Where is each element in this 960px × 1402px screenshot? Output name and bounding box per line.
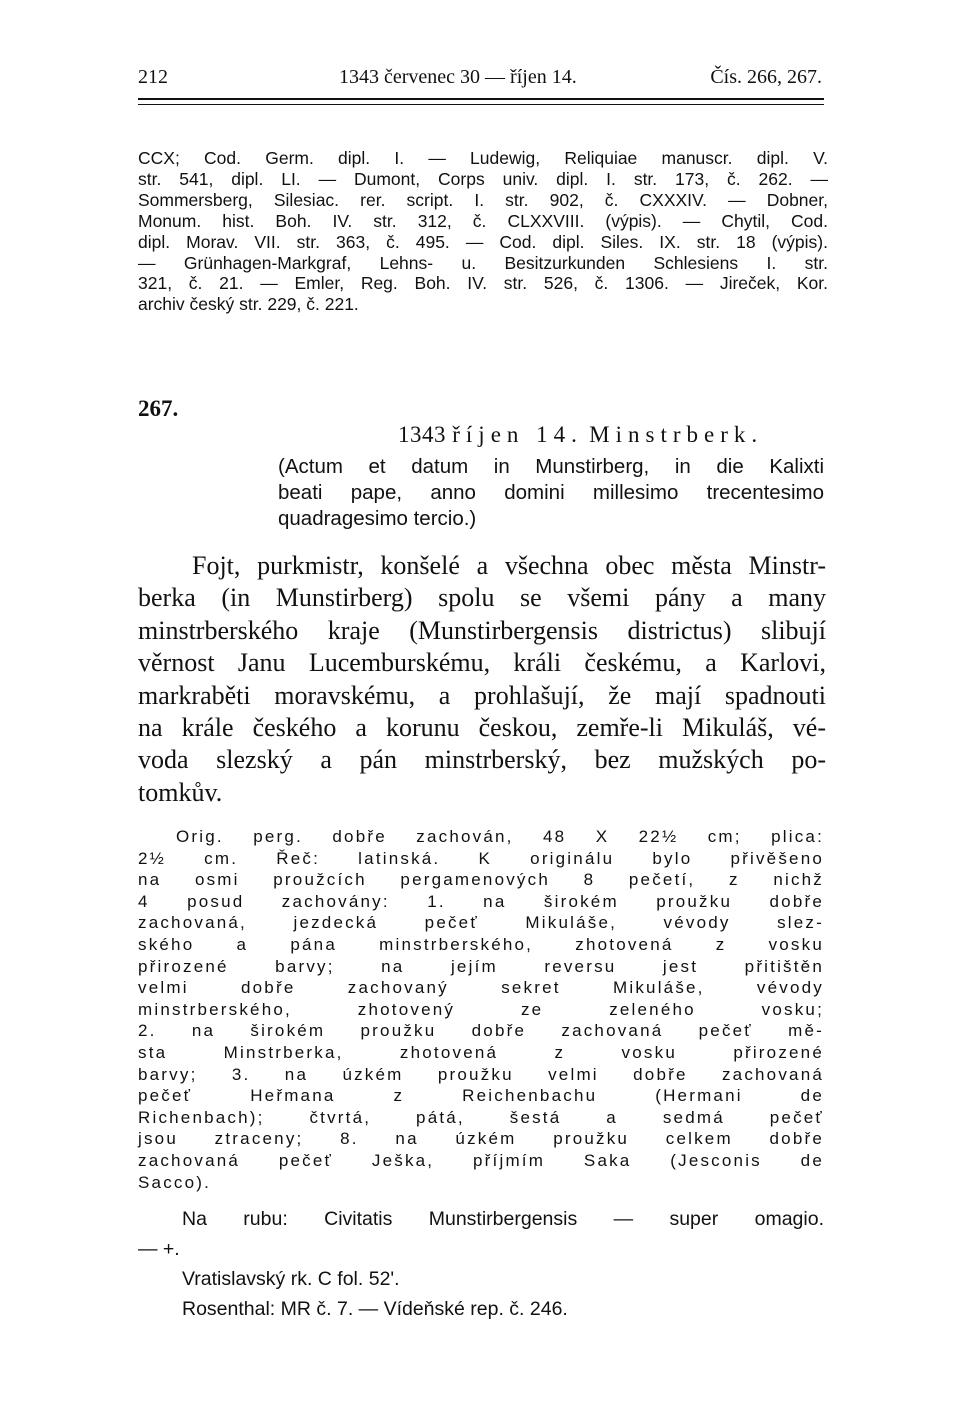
note-line: — +. (138, 1238, 180, 1260)
description-line: Richenbach); čtvrtá, pátá, šestá a sedmá pečeť (138, 1107, 824, 1127)
description-line: 4 posud zachovány: 1. na širokém proužku dobře (138, 891, 824, 911)
header-date-range: 1343 červenec 30 — říjen 14. (339, 66, 577, 88)
note-line: Na rubu: Civitatis Munstirbergensis — super omagio. (182, 1208, 824, 1230)
latin-dating-clause (278, 454, 824, 532)
archival-notes (138, 1204, 824, 1324)
description-line: Orig. perg. dobře zachován, 48 X 22½ cm; plica: (176, 827, 824, 846)
description-line: zachovaná, jezdecká pečeť Mikuláše, vévody slez- (138, 913, 824, 933)
description-line: přirozené barvy; na jejím reversu jest přitištěn (138, 956, 824, 976)
description-line: sta Minstrberka, zhotovená z vosku přirozené (138, 1042, 824, 1062)
regest-line: markraběti moravskému, a prohlašují, že mají spadnouti (138, 680, 826, 710)
page-number: 212 (138, 66, 168, 88)
regest-paragraph (138, 550, 826, 809)
regest-line: minstrberského kraje (Munstirbergensis districtus) slibují (138, 615, 826, 645)
note-line: Vratislavský rk. C fol. 52'. (182, 1268, 400, 1290)
header-rule-thick (138, 98, 824, 100)
description-line: zachovaná pečeť Ješka, příjmím Saka (Jesconis de (138, 1150, 824, 1170)
latin-line: beati pape, anno domini millesimo trecentesimo (278, 481, 824, 504)
original-description (138, 826, 824, 1193)
header-doc-numbers: Čís. 266, 267. (710, 66, 822, 88)
references-line: — Grünhagen-Markgraf, Lehns- u. Besitzurkunden Schlesiens I. str. (138, 252, 828, 273)
regest-line: voda slezský a pán minstrberský, bez mužských po- (138, 745, 826, 775)
description-line: ského a pána minstrberského, zhotovená z vosku (138, 934, 824, 954)
description-line: minstrberského, zhotovený ze zeleného vosku; (138, 999, 824, 1019)
description-line: 2. na širokém proužku dobře zachovaná pečeť mě- (138, 1021, 824, 1041)
references-line: Sommersberg, Silesiac. rer. script. I. str. 902, č. CXXXIV. — Dobner, (138, 189, 828, 210)
description-line: Sacco). (138, 1172, 212, 1192)
regest-line: tomkův. (138, 777, 223, 807)
note-line: Rosenthal: MR č. 7. — Vídeňské rep. č. 246. (182, 1298, 568, 1320)
references-line: Monum. hist. Boh. IV. str. 312, č. CLXXVIII. (výpis). — Chytil, Cod. (138, 210, 828, 231)
description-line: velmi dobře zachovaný sekret Mikuláše, vévody (138, 978, 824, 998)
description-line: 2½ cm. Řeč: latinská. K originálu bylo přivěšeno (138, 848, 824, 868)
document-place: Minstrberk. (589, 422, 764, 447)
references-block (138, 148, 828, 315)
document-number: 267. (138, 396, 179, 421)
references-line: 321, č. 21. — Emler, Reg. Boh. IV. str. 526, č. 1306. — Jireček, Kor. (138, 273, 828, 294)
description-line: jsou ztraceny; 8. na úzkém proužku celkem dobře (138, 1129, 824, 1149)
regest-line: berka (in Munstirberg) spolu se všemi pány a many (138, 583, 826, 613)
regest-line: Fojt, purkmistr, konšelé a všechna obec města Minstr- (192, 551, 826, 580)
document-month: říjen 14. (452, 422, 583, 447)
description-line: pečeť Heřmana z Reichenbachu (Hermani de (138, 1086, 824, 1106)
references-line: archiv český str. 229, č. 221. (138, 294, 359, 315)
references-line: dipl. Morav. VII. str. 363, č. 495. — Cod. dipl. Siles. IX. str. 18 (výpis). (138, 231, 828, 252)
references-line: CCX; Cod. Germ. dipl. I. — Ludewig, Reliquiae manuscr. dipl. V. (138, 148, 828, 168)
regest-line: věrnost Janu Lucemburskému, králi českému, a Karlovi, (138, 648, 826, 678)
references-line: str. 541, dipl. LI. — Dumont, Corps univ. dipl. I. str. 173, č. 262. — (138, 168, 828, 189)
document-year: 1343 (398, 422, 446, 447)
description-line: na osmi proužcích pergamenových 8 pečetí, z nichž (138, 870, 824, 890)
running-header (138, 66, 822, 94)
regest-line: na krále českého a korunu českou, zemře-li Mikuláš, vé- (138, 713, 826, 743)
description-line: barvy; 3. na úzkém proužku velmi dobře zachovaná (138, 1064, 824, 1084)
document-dateline (398, 422, 763, 448)
latin-line: (Actum et datum in Munstirberg, in die Kalixti (278, 455, 824, 478)
latin-line: quadragesimo tercio.) (278, 507, 477, 530)
header-rule-thin (138, 104, 824, 105)
